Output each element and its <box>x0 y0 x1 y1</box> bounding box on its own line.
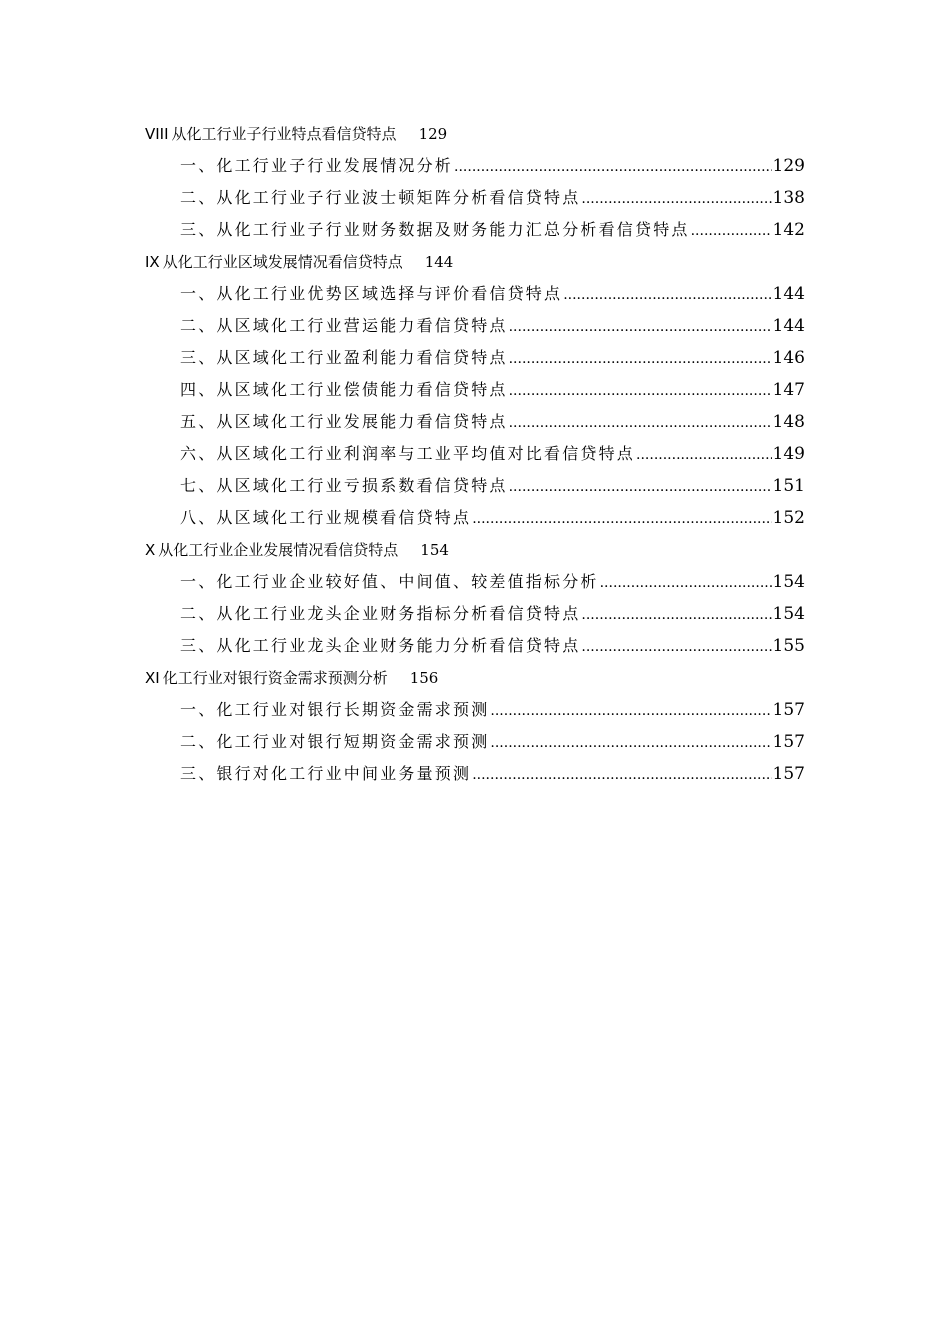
toc-section[interactable] <box>180 601 805 627</box>
section-page-number: 146 <box>772 348 805 368</box>
dot-leader <box>472 762 771 788</box>
toc-section[interactable] <box>180 569 805 595</box>
toc-section[interactable] <box>180 281 805 307</box>
chapter-page-number: 156 <box>409 669 439 687</box>
section-page-number: 144 <box>772 316 805 336</box>
chapter-page-number: 144 <box>424 253 454 271</box>
section-page-number: 151 <box>772 476 805 496</box>
toc-section[interactable] <box>180 409 805 435</box>
section-title: 三、从化工行业龙头企业财务能力分析看信贷特点 <box>180 636 581 655</box>
section-title: 六、从区域化工行业利润率与工业平均值对比看信贷特点 <box>180 444 636 463</box>
toc-chapter-viii[interactable] <box>145 121 447 147</box>
section-page-number: 148 <box>772 412 805 432</box>
toc-section[interactable] <box>180 729 805 755</box>
section-page-number: 152 <box>772 508 805 528</box>
toc-section[interactable] <box>180 761 805 787</box>
toc-section[interactable] <box>180 473 805 499</box>
chapter-number: XI <box>145 669 160 687</box>
dot-leader <box>563 282 771 308</box>
section-title: 一、从化工行业优势区域选择与评价看信贷特点 <box>180 284 563 303</box>
section-page-number: 157 <box>772 700 805 720</box>
dot-leader <box>581 602 771 628</box>
dot-leader <box>581 634 771 660</box>
section-title: 四、从区域化工行业偿债能力看信贷特点 <box>180 380 508 399</box>
section-title: 一、化工行业子行业发展情况分析 <box>180 156 454 175</box>
section-page-number: 155 <box>772 636 805 656</box>
dot-leader <box>509 378 772 404</box>
section-title: 三、从区域化工行业盈利能力看信贷特点 <box>180 348 508 367</box>
toc-section[interactable] <box>180 697 805 723</box>
section-page-number: 144 <box>772 284 805 304</box>
dot-leader <box>509 314 772 340</box>
chapter-page-number: 154 <box>420 541 449 559</box>
toc-section[interactable] <box>180 313 805 339</box>
section-title: 三、从化工行业子行业财务数据及财务能力汇总分析看信贷特点 <box>180 220 690 239</box>
dot-leader <box>509 410 772 436</box>
section-title: 七、从区域化工行业亏损系数看信贷特点 <box>180 476 508 495</box>
section-page-number: 157 <box>772 732 805 752</box>
section-title: 二、从区域化工行业营运能力看信贷特点 <box>180 316 508 335</box>
dot-leader <box>490 730 771 756</box>
toc-section[interactable] <box>180 505 805 531</box>
section-page-number: 154 <box>772 572 805 592</box>
toc-chapter-x[interactable] <box>145 537 449 563</box>
section-title: 五、从区域化工行业发展能力看信贷特点 <box>180 412 508 431</box>
toc-section[interactable] <box>180 217 805 243</box>
chapter-title: 从化工行业企业发展情况看信贷特点 <box>158 541 399 559</box>
chapter-number: IX <box>145 253 160 271</box>
toc-section[interactable] <box>180 153 805 179</box>
toc-chapter-ix[interactable] <box>145 249 453 275</box>
section-page-number: 154 <box>772 604 805 624</box>
toc-section[interactable] <box>180 345 805 371</box>
section-page-number: 138 <box>772 188 805 208</box>
dot-leader <box>490 698 771 724</box>
section-title: 二、从化工行业子行业波士顿矩阵分析看信贷特点 <box>180 188 581 207</box>
chapter-page-number: 129 <box>418 125 448 143</box>
chapter-number: X <box>145 541 156 559</box>
chapter-title: 从化工行业子行业特点看信贷特点 <box>171 125 397 143</box>
dot-leader <box>691 218 772 244</box>
dot-leader <box>581 186 771 212</box>
section-page-number: 142 <box>772 220 805 240</box>
toc-section[interactable] <box>180 633 805 659</box>
dot-leader <box>454 154 772 180</box>
section-page-number: 129 <box>772 156 805 176</box>
dot-leader <box>509 346 772 372</box>
chapter-title: 化工行业对银行资金需求预测分析 <box>162 669 388 687</box>
chapter-title: 从化工行业区域发展情况看信贷特点 <box>162 253 403 271</box>
toc-section[interactable] <box>180 441 805 467</box>
section-title: 三、银行对化工行业中间业务量预测 <box>180 764 472 783</box>
section-title: 一、化工行业对银行长期资金需求预测 <box>180 700 490 719</box>
dot-leader <box>636 442 772 468</box>
section-page-number: 147 <box>772 380 805 400</box>
toc-chapter-xi[interactable] <box>145 665 438 691</box>
dot-leader <box>472 506 771 532</box>
section-title: 二、从化工行业龙头企业财务指标分析看信贷特点 <box>180 604 581 623</box>
section-page-number: 149 <box>772 444 805 464</box>
section-title: 八、从区域化工行业规模看信贷特点 <box>180 508 472 527</box>
toc-section[interactable] <box>180 377 805 403</box>
dot-leader <box>509 474 772 500</box>
section-title: 二、化工行业对银行短期资金需求预测 <box>180 732 490 751</box>
section-page-number: 157 <box>772 764 805 784</box>
chapter-number: VIII <box>145 125 169 143</box>
dot-leader <box>600 570 772 596</box>
toc-section[interactable] <box>180 185 805 211</box>
section-title: 一、化工行业企业较好值、中间值、较差值指标分析 <box>180 572 599 591</box>
